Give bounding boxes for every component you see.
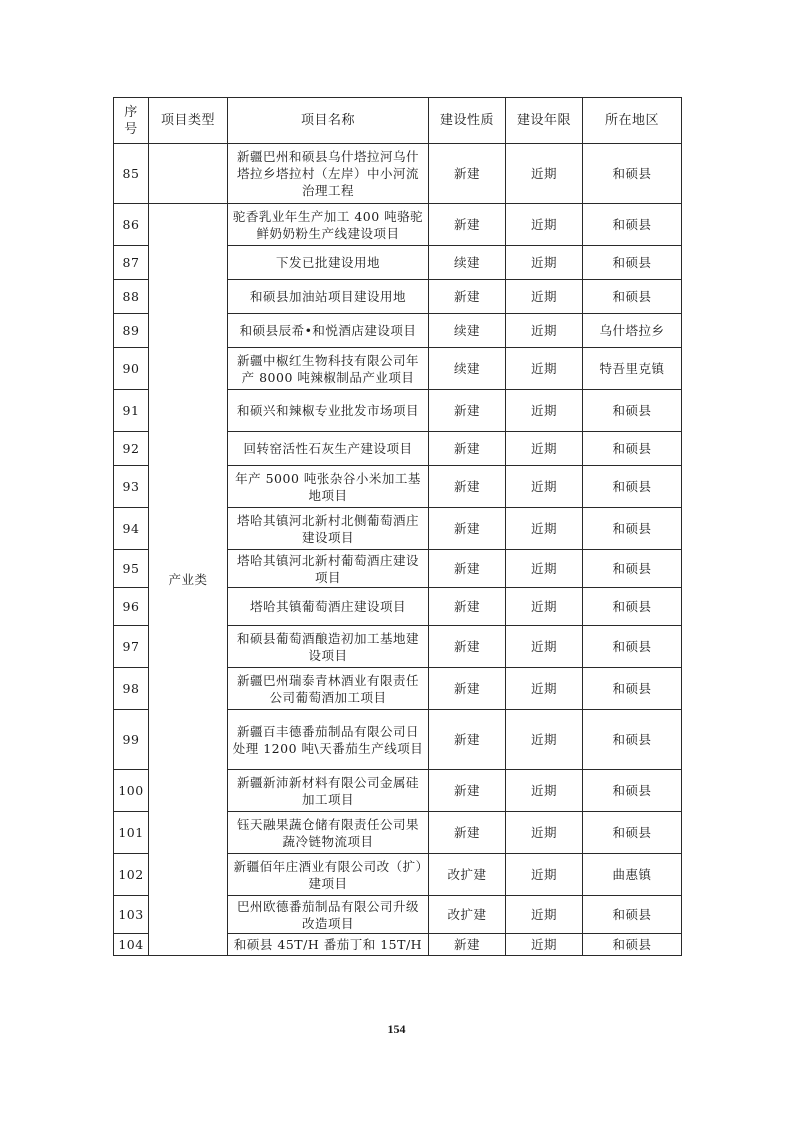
cell-name: 回转窑活性石灰生产建设项目 (228, 432, 429, 466)
cell-seq: 101 (114, 812, 149, 854)
cell-nature: 新建 (429, 508, 506, 550)
cell-seq: 102 (114, 854, 149, 896)
cell-period: 近期 (506, 466, 583, 508)
cell-seq: 92 (114, 432, 149, 466)
cell-name: 塔哈其镇河北新村北侧葡萄酒庄建设项目 (228, 508, 429, 550)
cell-seq: 104 (114, 934, 149, 956)
cell-name: 和硕县辰希•和悦酒店建设项目 (228, 314, 429, 348)
cell-period: 近期 (506, 390, 583, 432)
cell-region: 特吾里克镇 (583, 348, 682, 390)
cell-name: 和硕县葡萄酒酿造初加工基地建设项目 (228, 626, 429, 668)
cell-nature: 新建 (429, 144, 506, 204)
cell-region: 和硕县 (583, 626, 682, 668)
cell-nature: 改扩建 (429, 854, 506, 896)
cell-name: 新疆佰年庄酒业有限公司改（扩）建项目 (228, 854, 429, 896)
cell-period: 近期 (506, 854, 583, 896)
header-nature: 建设性质 (429, 98, 506, 144)
cell-region: 和硕县 (583, 432, 682, 466)
cell-name: 新疆巴州和硕县乌什塔拉河乌什塔拉乡塔拉村（左岸）中小河流治理工程 (228, 144, 429, 204)
cell-period: 近期 (506, 280, 583, 314)
cell-period: 近期 (506, 934, 583, 956)
cell-period: 近期 (506, 588, 583, 626)
cell-nature: 新建 (429, 280, 506, 314)
cell-period: 近期 (506, 550, 583, 588)
cell-region: 和硕县 (583, 204, 682, 246)
cell-seq: 99 (114, 710, 149, 770)
cell-period: 近期 (506, 710, 583, 770)
cell-nature: 新建 (429, 466, 506, 508)
header-seq: 序 号 (114, 98, 149, 144)
cell-nature: 续建 (429, 246, 506, 280)
header-name: 项目名称 (228, 98, 429, 144)
cell-seq: 95 (114, 550, 149, 588)
cell-name: 新疆百丰德番茄制品有限公司日处理 1200 吨\天番茄生产线项目 (228, 710, 429, 770)
cell-region: 和硕县 (583, 144, 682, 204)
cell-nature: 新建 (429, 770, 506, 812)
cell-region: 和硕县 (583, 550, 682, 588)
cell-region: 曲惠镇 (583, 854, 682, 896)
header-region: 所在地区 (583, 98, 682, 144)
cell-seq: 85 (114, 144, 149, 204)
cell-type-empty (149, 144, 228, 204)
cell-name: 新疆新沛新材料有限公司金属硅加工项目 (228, 770, 429, 812)
project-table (113, 97, 682, 956)
cell-period: 近期 (506, 144, 583, 204)
cell-seq: 94 (114, 508, 149, 550)
cell-seq: 97 (114, 626, 149, 668)
header-type: 项目类型 (149, 98, 228, 144)
cell-name: 年产 5000 吨张杂谷小米加工基地项目 (228, 466, 429, 508)
cell-seq: 91 (114, 390, 149, 432)
cell-name: 塔哈其镇河北新村葡萄酒庄建设项目 (228, 550, 429, 588)
table-header-row (114, 98, 682, 144)
cell-name: 下发已批建设用地 (228, 246, 429, 280)
cell-seq: 86 (114, 204, 149, 246)
cell-period: 近期 (506, 896, 583, 934)
cell-seq: 98 (114, 668, 149, 710)
cell-name: 和硕兴和辣椒专业批发市场项目 (228, 390, 429, 432)
cell-region: 和硕县 (583, 246, 682, 280)
cell-region: 乌什塔拉乡 (583, 314, 682, 348)
cell-region: 和硕县 (583, 710, 682, 770)
cell-name: 和硕县加油站项目建设用地 (228, 280, 429, 314)
cell-period: 近期 (506, 668, 583, 710)
cell-seq: 90 (114, 348, 149, 390)
cell-nature: 新建 (429, 812, 506, 854)
cell-region: 和硕县 (583, 812, 682, 854)
cell-name: 塔哈其镇葡萄酒庄建设项目 (228, 588, 429, 626)
cell-nature: 新建 (429, 710, 506, 770)
cell-nature: 新建 (429, 204, 506, 246)
table-row (114, 204, 682, 246)
cell-name: 钰天融果蔬仓储有限责任公司果蔬冷链物流项目 (228, 812, 429, 854)
cell-seq: 96 (114, 588, 149, 626)
cell-name: 新疆中椒红生物科技有限公司年产 8000 吨辣椒制品产业项目 (228, 348, 429, 390)
cell-period: 近期 (506, 314, 583, 348)
cell-nature: 续建 (429, 314, 506, 348)
cell-nature: 新建 (429, 626, 506, 668)
cell-region: 和硕县 (583, 508, 682, 550)
cell-region: 和硕县 (583, 770, 682, 812)
cell-name: 新疆巴州瑞泰青林酒业有限责任公司葡萄酒加工项目 (228, 668, 429, 710)
cell-nature: 改扩建 (429, 896, 506, 934)
cell-period: 近期 (506, 812, 583, 854)
cell-period: 近期 (506, 770, 583, 812)
cell-seq: 93 (114, 466, 149, 508)
cell-period: 近期 (506, 204, 583, 246)
page-number: 154 (387, 1022, 406, 1036)
cell-region: 和硕县 (583, 390, 682, 432)
cell-nature: 新建 (429, 934, 506, 956)
cell-nature: 新建 (429, 432, 506, 466)
cell-name: 巴州欧德番茄制品有限公司升级改造项目 (228, 896, 429, 934)
cell-region: 和硕县 (583, 466, 682, 508)
cell-nature: 新建 (429, 390, 506, 432)
cell-name: 和硕县 45T/H 番茄丁和 15T/H (228, 934, 429, 956)
cell-region: 和硕县 (583, 588, 682, 626)
cell-type-category: 产业类 (149, 204, 228, 956)
cell-seq: 87 (114, 246, 149, 280)
cell-seq: 89 (114, 314, 149, 348)
cell-period: 近期 (506, 508, 583, 550)
cell-nature: 续建 (429, 348, 506, 390)
cell-region: 和硕县 (583, 896, 682, 934)
cell-seq: 103 (114, 896, 149, 934)
cell-nature: 新建 (429, 668, 506, 710)
cell-period: 近期 (506, 246, 583, 280)
header-period: 建设年限 (506, 98, 583, 144)
cell-region: 和硕县 (583, 934, 682, 956)
cell-period: 近期 (506, 348, 583, 390)
cell-region: 和硕县 (583, 668, 682, 710)
cell-name: 驼香乳业年生产加工 400 吨骆驼鲜奶奶粉生产线建设项目 (228, 204, 429, 246)
cell-period: 近期 (506, 626, 583, 668)
cell-nature: 新建 (429, 588, 506, 626)
cell-seq: 100 (114, 770, 149, 812)
cell-period: 近期 (506, 432, 583, 466)
cell-region: 和硕县 (583, 280, 682, 314)
table-row (114, 144, 682, 204)
cell-nature: 新建 (429, 550, 506, 588)
cell-seq: 88 (114, 280, 149, 314)
